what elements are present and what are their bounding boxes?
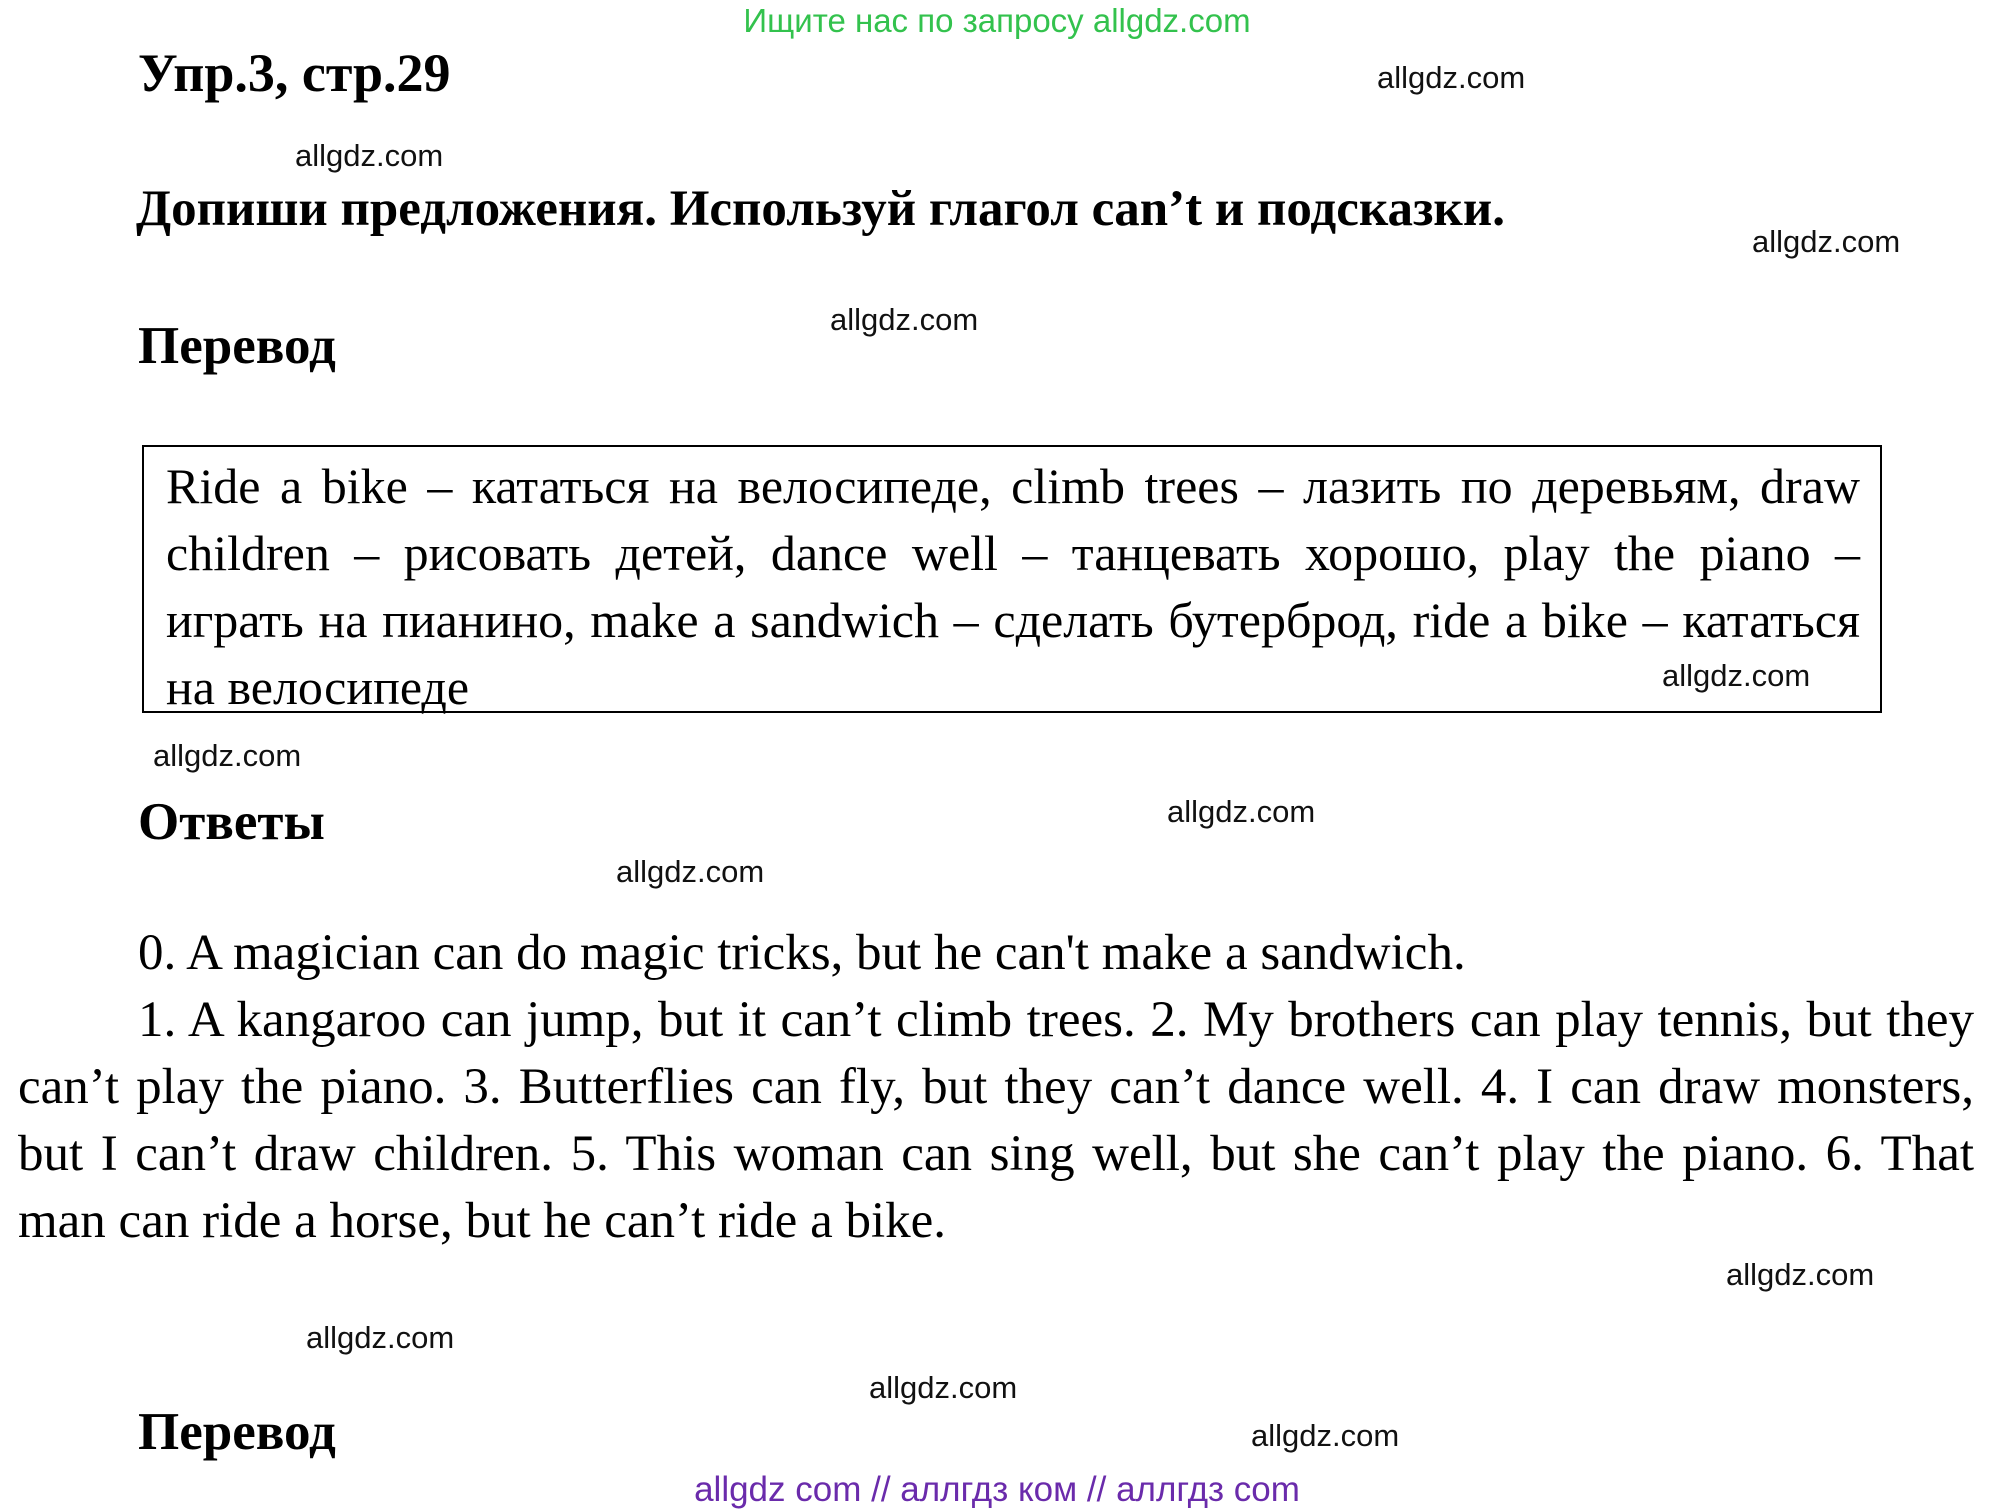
watermark: allgdz.com: [1752, 224, 1901, 259]
answer-text: 1. A kangaroo can jump, but it can’t climb trees. 2. My brothers can play tennis, but they can’t play the piano. 3. Butterflies can fly, but they can’t dance well. 4. I can draw monsters, but I can’t draw children. 5. This woman can sing well, but she can’t play the piano. 6. That man can ride a horse, but he can’t ride a bike.: [18, 992, 1974, 1249]
watermark: allgdz.com: [1251, 1418, 1400, 1453]
watermark: allgdz.com: [1662, 658, 1811, 693]
watermark: allgdz.com: [1377, 60, 1526, 95]
vocabulary-box: [142, 445, 1882, 713]
answers-block: [18, 920, 1974, 1255]
answer-example: 0. A magician can do magic tricks, but he can't make a sandwich.: [138, 925, 1466, 981]
top-banner[interactable]: Ищите нас по запросу allgdz.com: [743, 2, 1251, 39]
vocabulary-text: Ride a bike – кататься на велосипеде, climb trees – лазить по деревьям, draw children – рисовать детей, dance well – танцевать хорошо, play the piano – играть на пианино, make a sandwich – сделать бутерброд, ride a bike – кататься на велосипеде: [166, 458, 1860, 715]
watermark: allgdz.com: [869, 1370, 1018, 1405]
translation-heading-2: Перевод: [138, 1403, 336, 1461]
translation-heading: Перевод: [138, 317, 336, 375]
watermark: allgdz.com: [306, 1320, 455, 1355]
watermark: allgdz.com: [153, 738, 302, 773]
answers-heading: Ответы: [138, 793, 325, 851]
watermark: allgdz.com: [830, 302, 979, 337]
exercise-title: Упр.3, стр.29: [138, 43, 451, 103]
watermark: allgdz.com: [295, 138, 444, 173]
watermark: allgdz.com: [616, 854, 765, 889]
watermark: allgdz.com: [1726, 1257, 1875, 1292]
footer-links[interactable]: allgdz com // аллгдз ком // аллгдз com: [694, 1470, 1300, 1509]
watermark: allgdz.com: [1167, 794, 1316, 829]
instruction-text: Допиши предложения. Используй глагол can’t и подсказки.: [136, 181, 1505, 237]
